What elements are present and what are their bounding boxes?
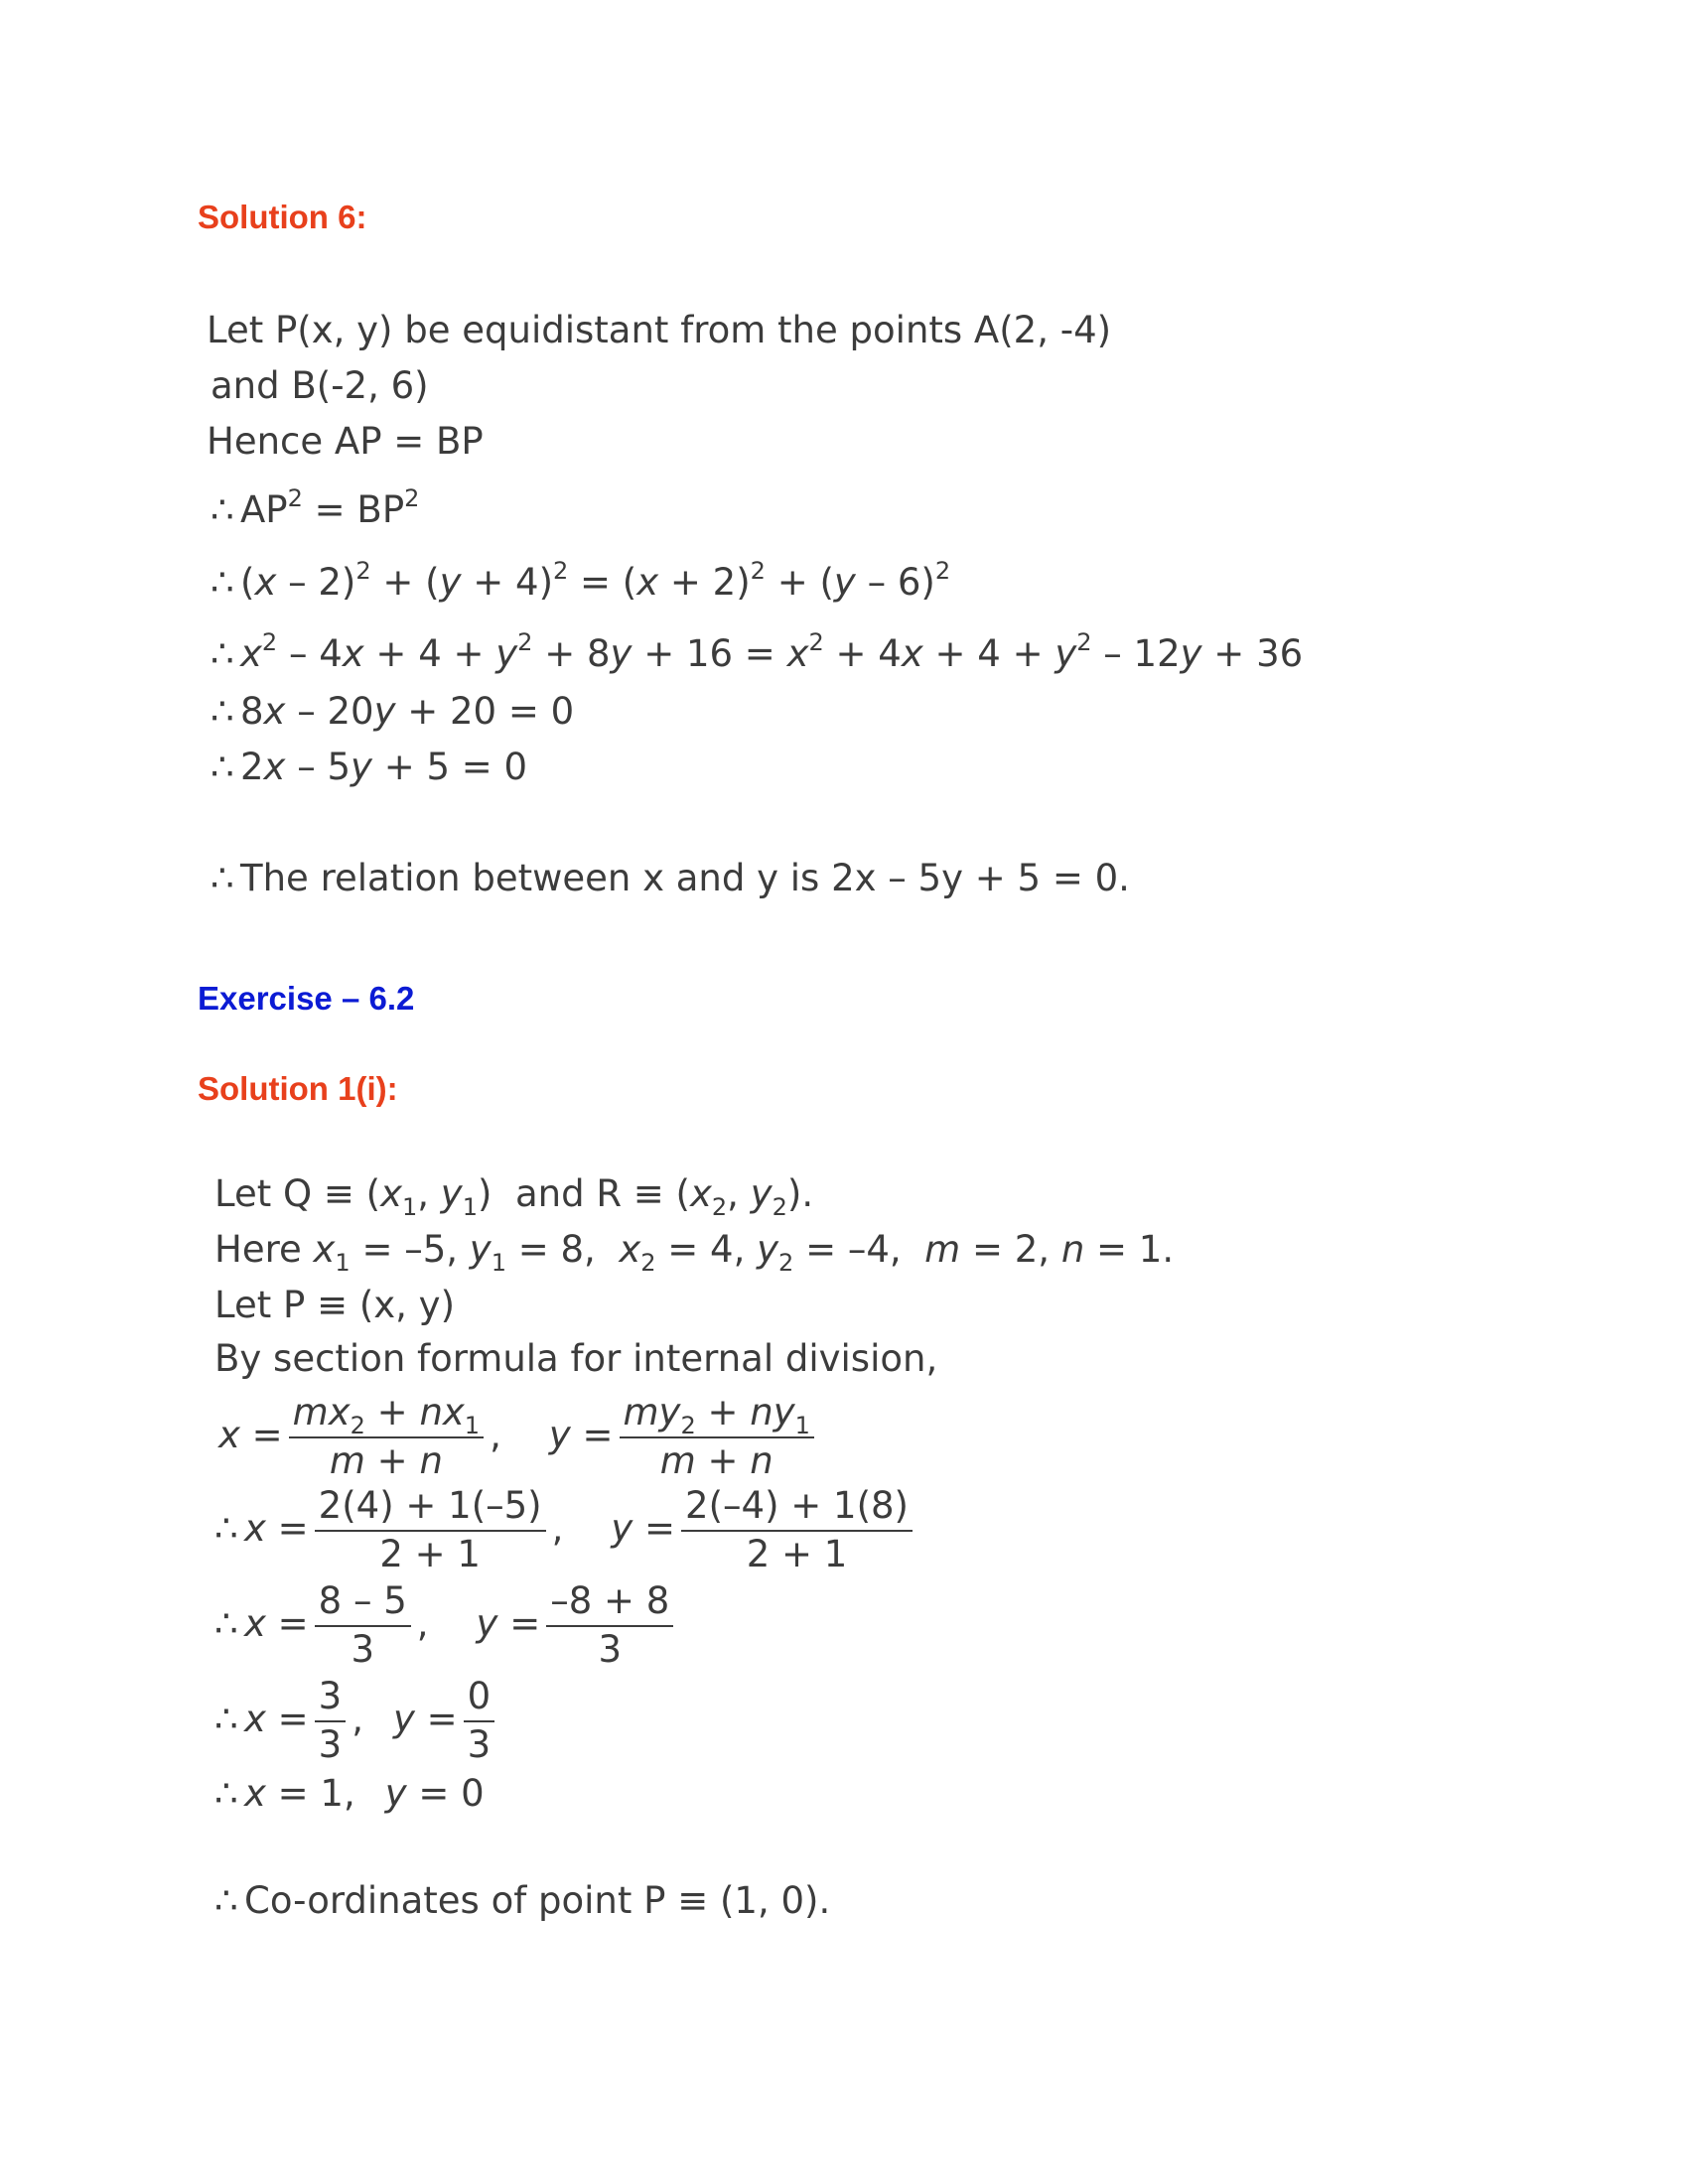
therefore-icon: ∴ [214, 1507, 238, 1551]
fraction: $\frac{mx_2 + nx_1}{m + n}$ [289, 1392, 484, 1482]
fraction: $\frac{0}{3}$ [464, 1676, 495, 1766]
sol1-step-3: ∴ x = $\frac{3}{3}$ , y = $\frac{0}{3}$ [214, 1676, 500, 1766]
therefore-icon: ∴ [211, 561, 234, 604]
sol1-conclusion-text: Co-ordinates of point P ≡ (1, 0). [244, 1879, 831, 1922]
sol1-line-1: Let $Q \equiv (x_1$, $y_1$) and $R \equiv (x_2$, $y_2$). [214, 1172, 814, 1221]
section-formula: x = $\frac{mx_2 + nx_1}{m + n}$ , y = $\frac{my_2 + ny_1}{m + n}$ [218, 1392, 820, 1482]
sol6-step-2: ∴ $(x - 2)^2 + (y + 4)^2 = (x + 2)^2 + (y - 6)^2$ [211, 557, 951, 604]
therefore-icon: ∴ [214, 1602, 238, 1646]
therefore-icon: ∴ [214, 1772, 238, 1815]
fraction: $\frac{2(-4) + 1(8)}{2 + 1}$ [681, 1485, 913, 1575]
fraction: $\frac{3}{3}$ [315, 1676, 347, 1766]
fraction: $\frac{8 - 5}{3}$ [315, 1580, 411, 1671]
therefore-icon: ∴ [214, 1698, 238, 1741]
sol1-line-4: By section formula for internal division, [214, 1337, 938, 1380]
sol6-step-4: ∴ 8x – 20y + 20 = 0 [211, 690, 575, 733]
sol6-line-2: and B(-2, 6) [211, 364, 429, 407]
sol1-step-4: ∴ x = 1, y = 0 [214, 1772, 485, 1815]
sol1-line-3: Let P ≡ (x, y) [214, 1284, 456, 1326]
therefore-icon: ∴ [211, 746, 234, 788]
sol1-step-2: ∴ x = $\frac{8 - 5}{3}$ , y = $\frac{-8 + 8}{3}$ [214, 1580, 679, 1671]
therefore-icon: ∴ [211, 488, 234, 531]
sol6-line-3: Hence AP = BP [207, 420, 484, 463]
sol6-step-3: ∴ $x^2 - 4x + 4 + y^2 + 8y + 16 = x^2 + 4x + 4 + y^2 - 12y + 36$ [211, 628, 1304, 675]
therefore-icon: ∴ [214, 1879, 238, 1922]
fraction: $\frac{2(4) + 1(-5)}{2 + 1}$ [315, 1485, 546, 1575]
sol1-step-1: ∴ x = $\frac{2(4) + 1(-5)}{2 + 1}$ , y = $\frac{2(-4) + 1(8)}{2 + 1}$ [214, 1485, 918, 1575]
therefore-icon: ∴ [211, 857, 234, 899]
solution-6-heading: Solution 6: [198, 199, 367, 235]
therefore-icon: ∴ [211, 690, 234, 733]
sol1-line-2: Here $x_1 = -5$, $y_1 = 8$, $x_2 = 4$, $y_2 = -4$, m = 2, n = 1. [214, 1228, 1175, 1277]
sol6-conclusion [211, 857, 1130, 899]
sol1-conclusion [214, 1879, 831, 1922]
solution-1i-heading: Solution 1(i): [198, 1070, 398, 1107]
fraction: $\frac{-8 + 8}{3}$ [546, 1580, 673, 1671]
sol6-step-5: ∴ 2x – 5y + 5 = 0 [211, 746, 528, 788]
therefore-icon: ∴ [211, 632, 234, 675]
exercise-heading: Exercise – 6.2 [198, 980, 415, 1017]
sol6-conclusion-eq: 2x – 5y + 5 = 0. [831, 857, 1130, 899]
sol6-line-1: Let P(x, y) be equidistant from the points A(2, -4) [207, 309, 1112, 351]
sol6-conclusion-text: The relation between x and y is [240, 857, 820, 899]
fraction: $\frac{my_2 + ny_1}{m + n}$ [620, 1392, 814, 1482]
sol6-step-1: ∴ $AP^2 = BP^2$ [211, 484, 420, 531]
